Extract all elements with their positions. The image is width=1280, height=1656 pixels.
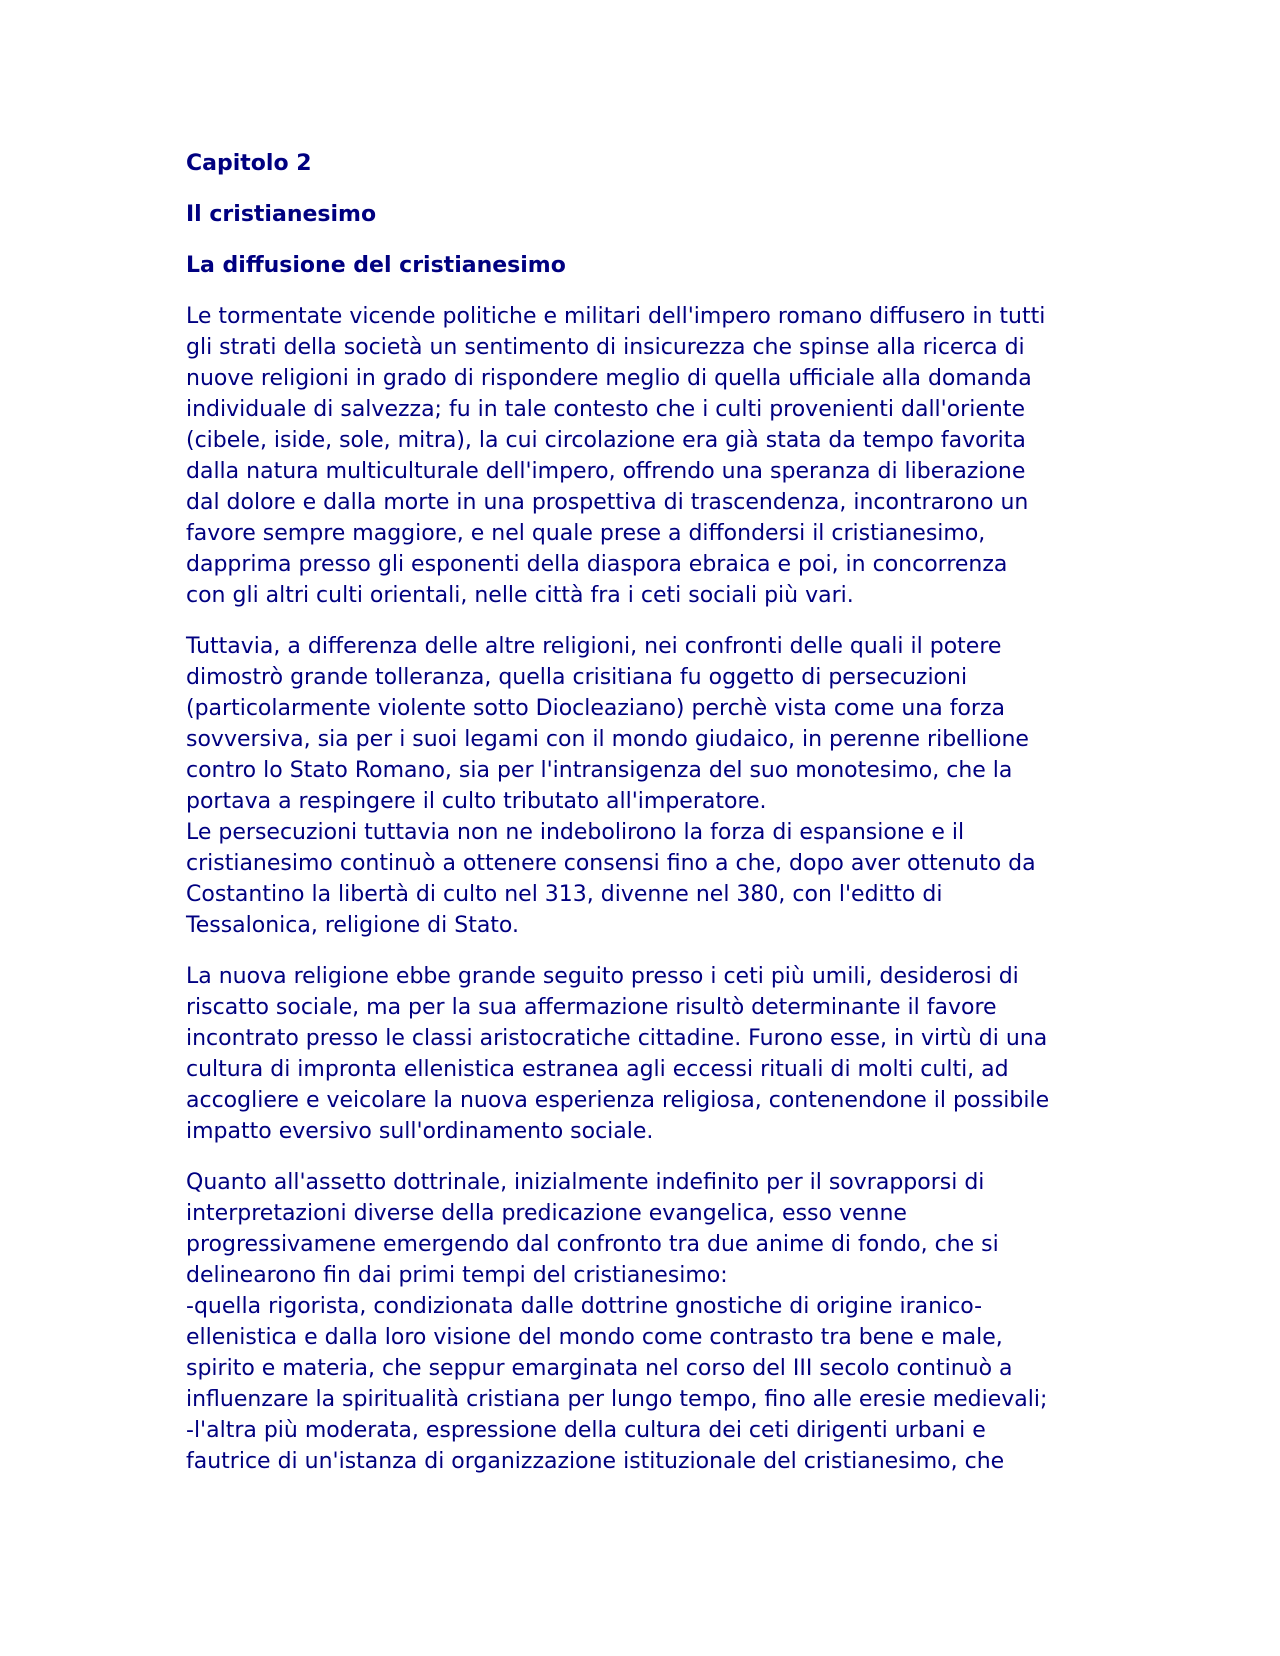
- paragraph-line: dal dolore e dalla morte in una prospettiva di trascendenza, incontrarono un: [186, 490, 1029, 515]
- paragraph-line: progressivamene emergendo dal confronto tra due anime di fondo, che si: [186, 1232, 999, 1257]
- paragraph-line: Le persecuzioni tuttavia non ne indebolirono la forza di espansione e il: [186, 820, 965, 845]
- paragraph: [186, 1167, 1106, 1477]
- paragraph-line: Le tormentate vicende politiche e militari dell'impero romano diffusero in tutti: [186, 304, 1046, 329]
- paragraph-line: Tuttavia, a differenza delle altre religioni, nei confronti delle quali il potere: [186, 634, 1002, 659]
- paragraph-line: delinearono fin dai primi tempi del cristianesimo:: [186, 1263, 728, 1288]
- paragraph-line: riscatto sociale, ma per la sua affermazione risultò determinante il favore: [186, 995, 997, 1020]
- paragraph-line: Costantino la libertà di culto nel 313, divenne nel 380, con l'editto di: [186, 882, 943, 907]
- paragraph-line: cristianesimo continuò a ottenere consensi fino a che, dopo aver ottenuto da: [186, 851, 1036, 876]
- paragraph-line: spirito e materia, che seppur emarginata nel corso del III secolo continuò a: [186, 1356, 1013, 1381]
- paragraph: [186, 301, 1106, 611]
- paragraph-line: dapprima presso gli esponenti della diaspora ebraica e poi, in concorrenza: [186, 552, 1008, 577]
- paragraph-line: -quella rigorista, condizionata dalle dottrine gnostiche di origine iranico-: [186, 1294, 983, 1319]
- paragraph-line: favore sempre maggiore, e nel quale prese a diffondersi il cristianesimo,: [186, 521, 986, 546]
- paragraph-line: contro lo Stato Romano, sia per l'intransigenza del suo monotesimo, che la: [186, 758, 1013, 783]
- paragraph-line: incontrato presso le classi aristocratiche cittadine. Furono esse, in virtù di una: [186, 1026, 1048, 1051]
- paragraph-line: individuale di salvezza; fu in tale contesto che i culti provenienti dall'oriente: [186, 397, 1025, 422]
- paragraph-line: nuove religioni in grado di rispondere meglio di quella ufficiale alla domanda: [186, 366, 1032, 391]
- paragraph-line: ellenistica e dalla loro visione del mondo come contrasto tra bene e male,: [186, 1325, 1003, 1350]
- paragraph-line: Quanto all'assetto dottrinale, inizialmente indefinito per il sovrapporsi di: [186, 1170, 985, 1195]
- paragraph: [186, 961, 1106, 1147]
- paragraph-line: (particolarmente violente sotto Diocleaziano) perchè vista come una forza: [186, 696, 1005, 721]
- paragraph-line: -l'altra più moderata, espressione della cultura dei ceti dirigenti urbani e: [186, 1418, 986, 1443]
- paragraph-line: dalla natura multiculturale dell'impero, offrendo una speranza di liberazione: [186, 459, 1026, 484]
- paragraph-line: cultura di impronta ellenistica estranea agli eccessi rituali di molti culti, ad: [186, 1057, 1009, 1082]
- paragraphs-container: [186, 301, 1106, 1477]
- paragraph-line: con gli altri culti orientali, nelle città fra i ceti sociali più vari.: [186, 583, 854, 608]
- paragraph-line: influenzare la spiritualità cristiana per lungo tempo, fino alle eresie medievali;: [186, 1387, 1048, 1412]
- paragraph-line: (cibele, iside, sole, mitra), la cui circolazione era già stata da tempo favorita: [186, 428, 1026, 453]
- paragraph-line: interpretazioni diverse della predicazione evangelica, esso venne: [186, 1201, 907, 1226]
- document-body: [186, 148, 1106, 1497]
- paragraph-line: gli strati della società un sentimento di insicurezza che spinse alla ricerca di: [186, 335, 1025, 360]
- paragraph-line: portava a respingere il culto tributato all'imperatore.: [186, 789, 767, 814]
- paragraph-line: Tessalonica, religione di Stato.: [186, 913, 519, 938]
- paragraph-line: dimostrò grande tolleranza, quella crisitiana fu oggetto di persecuzioni: [186, 665, 968, 690]
- paragraph-line: accogliere e veicolare la nuova esperienza religiosa, contenendone il possibile: [186, 1088, 1050, 1113]
- paragraph-line: fautrice di un'istanza di organizzazione istituzionale del cristianesimo, che: [186, 1449, 1005, 1474]
- paragraph-line: sovversiva, sia per i suoi legami con il mondo giudaico, in perenne ribellione: [186, 727, 1029, 752]
- paragraph-line: impatto eversivo sull'ordinamento sociale.: [186, 1119, 654, 1144]
- chapter-heading: Capitolo 2: [186, 151, 312, 176]
- section-heading: La diffusione del cristianesimo: [186, 253, 566, 278]
- paragraph: [186, 631, 1106, 941]
- paragraph-line: La nuova religione ebbe grande seguito presso i ceti più umili, desiderosi di: [186, 964, 1019, 989]
- chapter-title: Il cristianesimo: [186, 202, 377, 227]
